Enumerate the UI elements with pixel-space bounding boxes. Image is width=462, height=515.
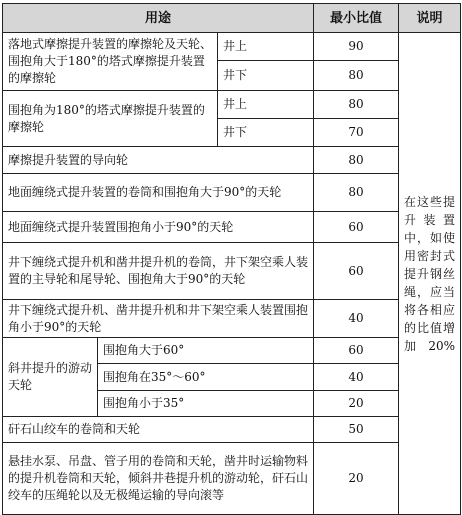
table-row	[3, 147, 461, 174]
table-row	[3, 338, 461, 364]
ratio-cell: 80	[314, 147, 399, 174]
location-cell: 井上	[218, 33, 314, 61]
location-cell: 井下	[218, 119, 314, 147]
table-header-row	[3, 4, 461, 33]
ratio-cell: 20	[314, 391, 399, 417]
ratio-cell: 80	[314, 61, 399, 91]
ratio-cell: 60	[314, 212, 399, 243]
ratio-cell: 80	[314, 174, 399, 212]
usage-cell: 井下缠绕式提升机和凿井提升机的卷筒，井下架空乘人装置的主导轮和尾导轮、围抱角大于90°的天轮	[3, 243, 314, 300]
ratio-cell: 40	[314, 300, 399, 338]
header-usage: 用途	[3, 4, 314, 33]
usage-cell: 围抱角为180°的塔式摩擦提升装置的摩擦轮	[3, 91, 218, 147]
ratio-cell: 40	[314, 364, 399, 391]
usage-cell: 悬挂水泵、吊盘、管子用的卷筒和天轮，凿井时运输物料的提升机卷筒和天轮，倾斜井巷提升机的游动轮，矸石山绞车的压绳轮以及无极绳运输的导向滚等	[3, 443, 314, 515]
ratio-cell: 50	[314, 417, 399, 443]
ratio-cell: 60	[314, 243, 399, 300]
table-row	[3, 212, 461, 243]
usage-cell: 矸石山绞车的卷筒和天轮	[3, 417, 314, 443]
note-cell: 在这些提升装置中，如使用密封式提升钢丝绳，应当将各相应的比值增加20%	[399, 33, 461, 515]
ratio-cell: 90	[314, 33, 399, 61]
usage-cell: 井下缠绕式提升机、凿井提升机和井下架空乘人装置围抱角小于90°的天轮	[3, 300, 314, 338]
angle-cell: 围抱角大于60°	[98, 338, 314, 364]
location-cell: 井下	[218, 61, 314, 91]
table-row	[3, 91, 461, 119]
usage-cell: 斜井提升的游动天轮	[3, 338, 98, 417]
header-note: 说明	[399, 4, 461, 33]
ratio-cell: 70	[314, 119, 399, 147]
ratio-table	[2, 3, 461, 515]
table-row	[3, 243, 461, 300]
usage-cell: 地面缠绕式提升装置的卷筒和围抱角大于90°的天轮	[3, 174, 314, 212]
usage-cell: 摩擦提升装置的导向轮	[3, 147, 314, 174]
usage-cell: 落地式摩擦提升装置的摩擦轮及天轮、围抱角大于180°的塔式摩擦提升装置的摩擦轮	[3, 33, 218, 91]
angle-cell: 围抱角小于35°	[98, 391, 314, 417]
usage-cell: 地面缠绕式提升装置围抱角小于90°的天轮	[3, 212, 314, 243]
table-row	[3, 174, 461, 212]
location-cell: 井上	[218, 91, 314, 119]
table-row	[3, 417, 461, 443]
header-min-ratio: 最小比值	[314, 4, 399, 33]
table-row	[3, 33, 461, 61]
ratio-cell: 80	[314, 91, 399, 119]
angle-cell: 围抱角在35°～60°	[98, 364, 314, 391]
ratio-cell: 20	[314, 443, 399, 515]
table-row	[3, 300, 461, 338]
table-row	[3, 443, 461, 515]
ratio-cell: 60	[314, 338, 399, 364]
